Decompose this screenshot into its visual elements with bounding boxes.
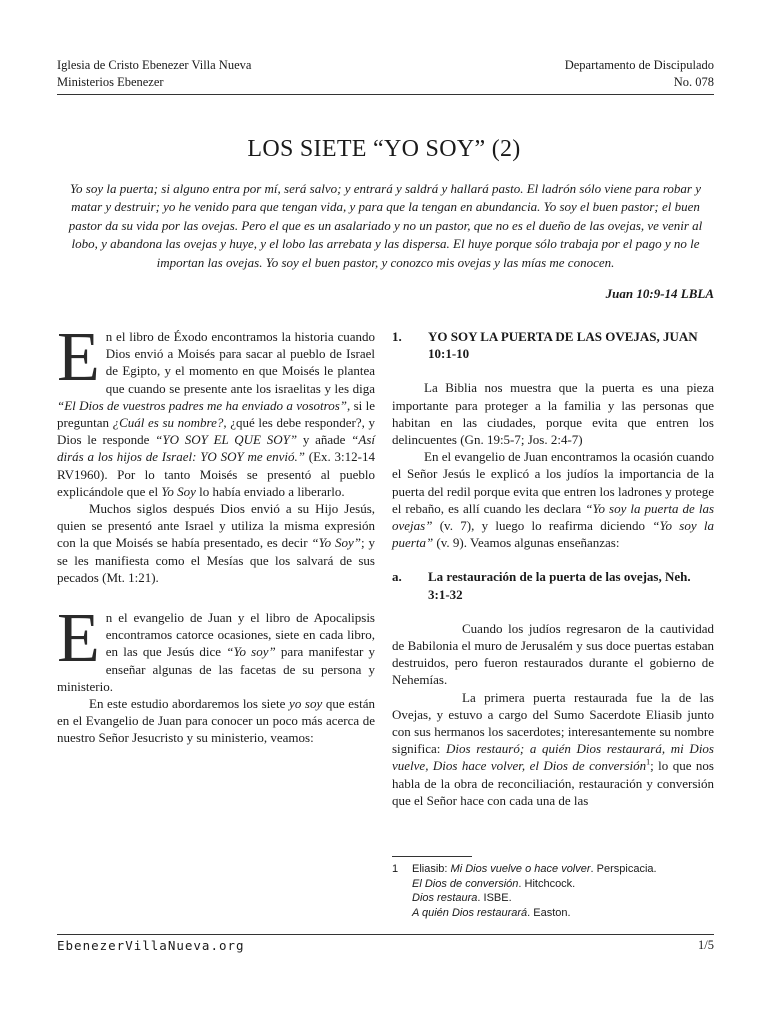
drop-cap: E bbox=[57, 319, 100, 396]
footer-rule bbox=[57, 934, 714, 935]
header-rule bbox=[57, 94, 714, 95]
page-title: LOS SIETE “YO SOY” (2) bbox=[247, 136, 521, 162]
left-column bbox=[57, 319, 376, 747]
footnote-marker: 1 bbox=[646, 758, 651, 768]
document-number: No. 078 bbox=[673, 75, 714, 89]
intro-paragraph: En el libro de Éxodo encontramos la historia cuando Dios envió a Moisés para sacar al pueblo de Israel de Egipto, y el momento en que Moisés le plantea que cuando se presente ante los israelitas y les diga “El Dios de vuestros padres me ha enviado a vosotros”, si le preguntan ¿Cuál es su nombre?, ¿qué les debe responder?, y Dios le responde “YO SOY EL QUE SOY” y añade “Así dirás a los hijos de Israel: YO SOY me envió.” (Ex. 3:12-14 RV1960). Por lo tanto Moisés se presentó al pueblo explicándole que el Yo Soy lo había enviado a liberarlo. bbox=[57, 319, 376, 499]
body-paragraph: La primera puerta restaurada fue la de las Ovejas, y estuvo a cargo del Sumo Sacerdote Eliasib junto con sus hermanos los sacerdotes; interesantemente su nombre significa: Dios restauró; a quién Dios restaurará, mi Dios vuelve, Dios hace volver, el Dios de conversión$^1$; lo que nos habla de la obra de reconciliación, restauración y conversión que el Señor hace con cada una de las bbox=[392, 689, 714, 808]
header-right bbox=[565, 57, 714, 91]
body-paragraph: La Biblia nos muestra que la puerta es una pieza importante para proteger a la familia y las personas que habitan en las ciudades, porque evita que entren los delincuentes (Gn. 19:5-7; Jos. 2:4-7) bbox=[392, 380, 714, 448]
footnote-number: 1 bbox=[392, 863, 399, 875]
page-number: 1/5 bbox=[698, 938, 714, 952]
epigraph-text: Yo soy la puerta; si alguno entra por mí, será salvo; y entrará y saldrá y hallará pasto. El ladrón sólo viene para robar y matar y destruir; yo he venido para que tengan vida, y para que la tengan en abundancia. Yo soy el buen pastor; el buen pastor da su vida por las ovejas. Pero el que es un asalariado y no un pastor, que no es el dueño de las ovejas, ve venir al lobo, y abandona las ovejas y huye, y el lobo las arrebata y las dispersa. El huye porque sólo trabaja por el pago y no le importan las ovejas. Yo soy el buen pastor, y conozco mis ovejas y las mías me conocen. bbox=[68, 181, 703, 270]
church-name: Iglesia de Cristo Ebenezer Villa Nueva bbox=[57, 58, 252, 72]
ministry-name: Ministerios Ebenezer bbox=[57, 75, 164, 89]
header-left bbox=[57, 57, 251, 91]
section-heading: 1. YO SOY LA PUERTA DE LAS OVEJAS, JUAN 10:1-10 bbox=[392, 329, 698, 362]
body-paragraph: En este estudio abordaremos los siete yo soy que están en el Evangelio de Juan para conocer un poco más acerca de nuestro Señor Jesucristo y su ministerio, veamos: bbox=[57, 696, 375, 746]
body-paragraph: En el evangelio de Juan y el libro de Apocalipsis encontramos catorce ocasiones, siete en cada libro, en las que Jesús dice “Yo soy” para manifestar y enseñar algunas de las facetas de su persona y ministerio. bbox=[57, 600, 376, 694]
subsection-heading: a. La restauración de la puerta de las ovejas, Neh. 3:1-32 bbox=[392, 569, 691, 602]
epigraph-reference: Juan 10:9-14 LBLA bbox=[605, 286, 714, 301]
body-paragraph: Muchos siglos después Dios envió a su Hijo Jesús, quien se presentó ante Israel y utiliza la misma expresión con la que Moisés se había presentado, es decir “Yo Soy”; y se les manifiesta como el Mesías que los salvará de sus pecados (Mt. 1:21). bbox=[57, 501, 375, 585]
department-name: Departamento de Discipulado bbox=[564, 58, 714, 72]
body-paragraph: En el evangelio de Juan encontramos la ocasión cuando el Señor Jesús le explicó a los judíos la importancia de la puerta del redil porque evita que entren los ladrones y protege el rebaño, es allí cuando les declara “Yo soy la puerta de las ovejas” (v. 7), y luego lo reafirma diciendo “Yo soy la puerta” (v. 9). Veamos algunas enseñanzas: bbox=[392, 449, 715, 551]
footnote-rule bbox=[392, 856, 472, 857]
right-column bbox=[392, 328, 714, 809]
footer-website: EbenezerVillaNueva.org bbox=[57, 938, 245, 953]
footnote: 1 Eliasib: Mi Dios vuelve o hace volver. Perspicacia. El Dios de conversión. Hitchcock. Dios restaura. ISBE. A quién Dios restaurará. Easton. bbox=[392, 863, 657, 919]
body-paragraph: Cuando los judíos regresaron de la cautividad de Babilonia el muro de Jerusalém y sus doce puertas estaban destruidos, pero fueron restaurados durante el gobierno de Nehemías. bbox=[392, 620, 714, 688]
drop-cap: E bbox=[57, 600, 100, 678]
